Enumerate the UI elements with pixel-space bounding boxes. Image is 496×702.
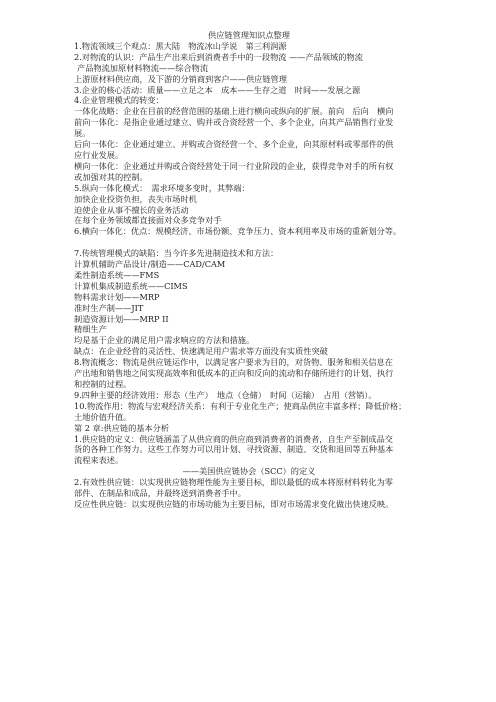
text-line: 上游原材料供应商，及下游的分销商到客户——供应链管理 xyxy=(74,73,287,84)
text-line: 流程来表述。 xyxy=(74,455,124,466)
text-line: 计算机辅助产品设计/制造——CAD/CAM xyxy=(74,259,226,270)
text-line: 和控制的过程。 xyxy=(74,378,132,389)
text-line: 加快企业投资负担，丧失市场时机 xyxy=(74,193,197,204)
text-line: 7.传统管理模式的缺陷：当今许多先进制造技术和方法： xyxy=(74,248,279,259)
text-line: 2.有效性供应链：以实现供应链物理性能为主要目标，即以最低的成本将原材料转化为零 xyxy=(74,477,393,488)
text-line: ——美国供应链协会（SCC）的定义 xyxy=(182,466,316,477)
text-line: 缺点：在企业经营的灵活性、快速满足用户需求等方面没有实质性突破 xyxy=(74,346,328,357)
text-line: 前向一体化：是指企业通过建立、购并或合资经营一个、多个企业，向其产品销售行业发 xyxy=(74,117,394,128)
text-line: 3.企业的核心活动：质量——立足之本 成本——生存之道 时间——发展之源 xyxy=(74,84,361,95)
text-line: 产出地和销售地之间实现高效率和低成本的正向和反向的流动和存储所进行的计划、执行 xyxy=(74,368,394,379)
text-line: 横向一体化：企业通过并购或合资经营处于同一行业阶段的企业，获得竞争对手的所有权 xyxy=(74,160,394,171)
text-line: 展。 xyxy=(74,128,91,139)
text-line: 部件、在制品和成品，并最终送到消费者手中。 xyxy=(74,488,246,499)
text-line: 一体化战略：企业在目前的经营范围的基础上进行横向或纵向的扩展。前向 后向 横向 xyxy=(74,106,394,117)
text-line: 1.供应链的定义：供应链涵盖了从供应商的供应商到消费者的消费者，自生产至制成品交 xyxy=(74,433,393,444)
text-line: 后向一体化：企业通过建立、并购或合资经营一个、多个企业，向其原材料或零部件的供 xyxy=(74,139,394,150)
text-line: 9.四种主要的经济效用：形态（生产） 地点（仓储） 时间（运输） 占用（营销）。 xyxy=(74,389,377,400)
text-line: 或加强对其的控制。 xyxy=(74,171,148,182)
text-line: 8.物流概念：物流是供应链运作中，以满足客户要求为目的，对货物、服务和相关信息在 xyxy=(74,357,393,368)
document-title: 供应链管理知识点整理 xyxy=(208,30,290,40)
text-line: 5.纵向一体化模式： 需求环境多变时，其弊端： xyxy=(74,182,250,193)
text-line: 货的各种工作努力。这些工作努力可以用计划、寻找资源、制造、交货和退回等五种基本 xyxy=(74,444,394,455)
text-line: 计算机集成制造系统——CIMS xyxy=(74,280,188,291)
text-line: 柔性制造系统——FMS xyxy=(74,269,160,280)
text-line: 2.对物流的认识：产品生产出来后到消费者手中的一段物流 ——产品领域的物流 xyxy=(74,51,363,62)
document-page xyxy=(74,30,424,510)
text-line: 准时生产制——JIT xyxy=(74,302,144,313)
text-line: 物料需求计划——MRP xyxy=(74,291,160,302)
text-line xyxy=(74,237,424,248)
text-line: 迫使企业从事不擅长的业务活动 xyxy=(74,204,189,215)
text-line: 均是基于企业的满足用户需求响应的方法和措施。 xyxy=(74,335,255,346)
text-line: 土地价值升值。 xyxy=(74,411,132,422)
text-line: 在每个业务领域都直接面对众多竞争对手 xyxy=(74,215,222,226)
text-line: 10.物流作用：物流与宏观经济关系：有利于专业化生产；使商品供应丰富多样；降低价格； xyxy=(74,400,407,411)
text-line: 反应性供应链：以实现供应链的市场功能为主要目标，即对市场需求变化做出快速反映。 xyxy=(74,498,394,509)
text-line: 6.横向一体化：优点：规模经济、市场份额、竞争压力、资本利用率及市场的重新划分等。 xyxy=(74,226,402,237)
text-line: 制造资源计划——MRP II xyxy=(74,313,169,324)
text-line: 产品物流加原材料物流——综合物流 xyxy=(77,62,209,73)
text-line: 1.物流领域三个观点：黑大陆 物流冰山学说 第三利润源 xyxy=(74,40,287,51)
text-line: 第 2 章:供应链的基本分析 xyxy=(74,422,170,433)
text-line: 4.企业管理模式的转变： xyxy=(74,95,164,106)
text-line: 精细生产 xyxy=(74,324,107,335)
text-line: 应行业发展。 xyxy=(74,149,124,160)
